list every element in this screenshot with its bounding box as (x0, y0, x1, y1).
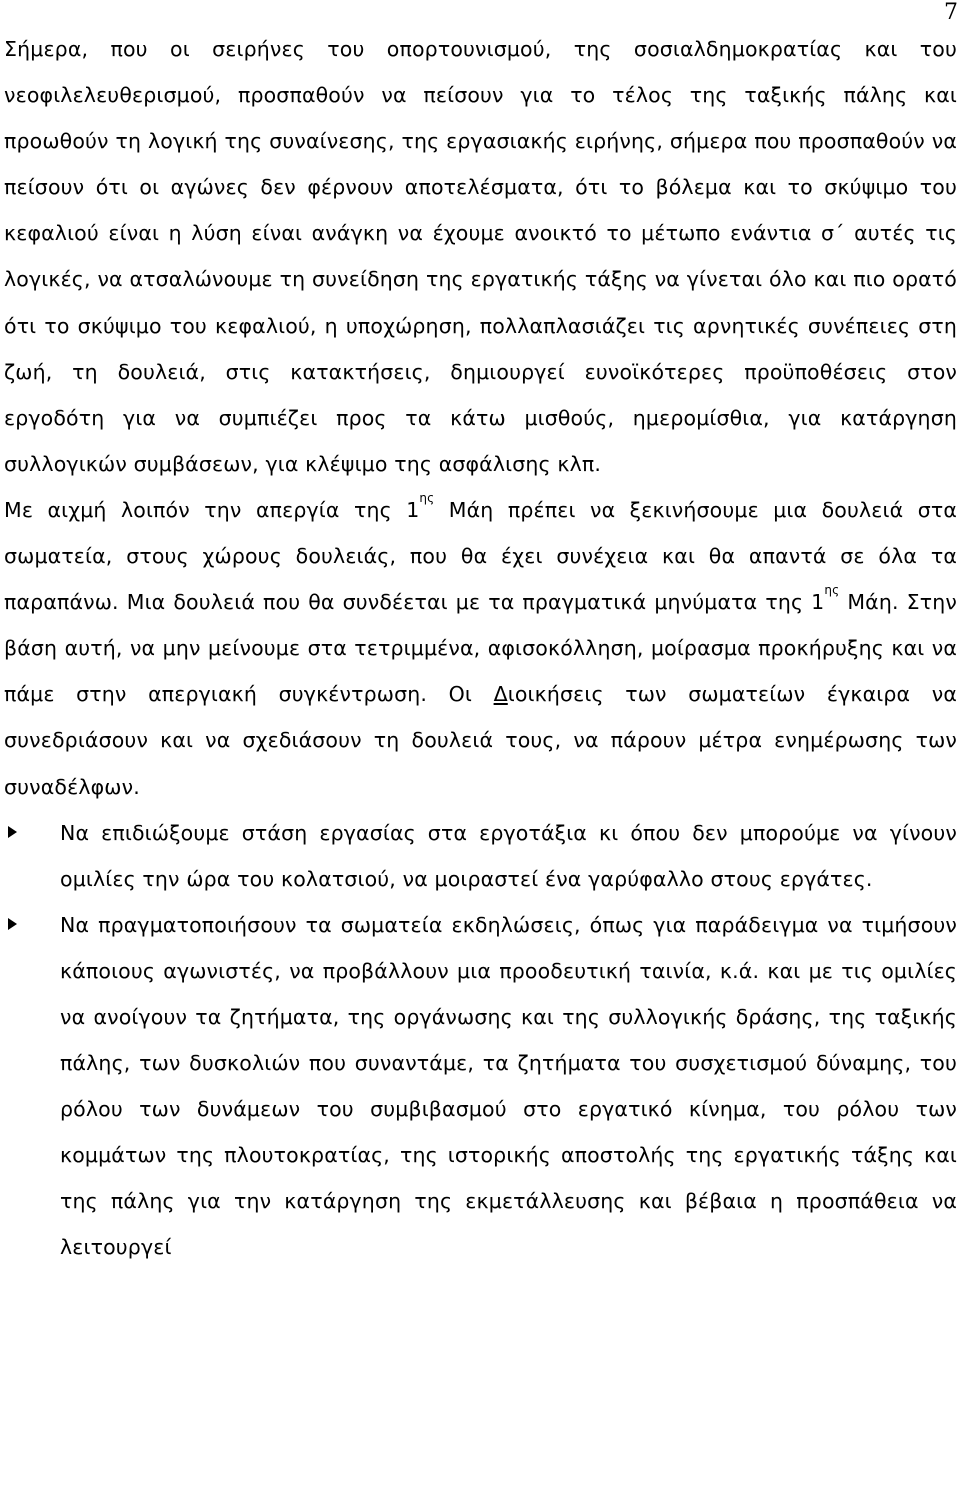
bullet-text: Να πραγματοποιήσουν τα σωματεία εκδηλώσεις, όπως για παράδειγμα να τιμήσουν κάποιους αγωνιστές, να προβάλλουν μια προοδευτική ταινία, κ.ά. και με τις ομιλίες να ανοίγουν τα ζητήματα, της οργάνωσης και της συλλογικής δράσης, της ταξικής πάλης, των δυσκολιών που συναντάμε, τα ζητήματα του συσχετισμού δύναμης, του ρόλου των δυνάμεων του συμβιβασμού στο εργατικό κίνημα, του ρόλου των κομμάτων της πλουτοκρατίας, της ιστορικής αποστολής της εργατικής τάξης και της πάλης για την κατάργηση της εκμετάλλευσης και βέβαια η προσπάθεια να λειτουργεί (60, 912, 957, 1260)
paragraph-text: Μάη πρέπει να ξεκινήσουμε μια δουλειά στα σωματεία, στους χώρους δουλειάς, που θα έχει συνέχεια και θα απαντά σε όλα τα παραπάνω. Μια δουλειά που θα συνδέεται με τα πραγματικά μηνύματα της 1 (4, 497, 957, 615)
document-body (4, 26, 957, 1271)
arrow-bullet-icon (8, 918, 17, 930)
bullet-item (4, 902, 957, 1271)
bullet-text: Να επιδιώξουμε στάση εργασίας στα εργοτάξια κι όπου δεν μπορούμε να γίνουν ομιλίες την ώρα του κολατσιού, να μοιραστεί ένα γαρύφαλλο στους εργάτες. (60, 820, 957, 891)
paragraph-intro: Σήμερα, που οι σειρήνες του οπορτουνισμού, της σοσιαλδημοκρατίας και του νεοφιλελευθερισμού, προσπαθούν να πείσουν για το τέλος της ταξικής πάλης και προωθούν τη λογική της συναίνεσης, της εργασιακής ειρήνης, σήμερα που προσπαθούν να πείσουν ότι οι αγώνες δεν φέρνουν αποτελέσματα, ότι το βόλεμα και το σκύψιμο του κεφαλιού είναι η λύση είναι ανάγκη να έχουμε ανοικτό το μέτωπο ενάντια σ΄ αυτές τις λογικές, να ατσαλώνουμε τη συνείδηση της εργατικής τάξης να γίνεται όλο και πιο ορατό ότι το σκύψιμο του κεφαλιού, η υποχώρηση, πολλαπλασιάζει τις αρνητικές συνέπειες στη ζωή, τη δουλειά, στις κατακτήσεις, δημιουργεί ευνοϊκότερες προϋποθέσεις στον εργοδότη για να συμπιέζει προς τα κάτω μισθούς, ημερομίσθια, για κατάργηση συλλογικών συμβάσεων, για κλέψιμο της ασφάλισης κλπ. (4, 37, 957, 476)
underlined-letter: Δ (493, 682, 508, 707)
ordinal-suffix: ης (824, 583, 840, 598)
paragraph-strike (4, 487, 957, 810)
paragraph-text: Μάη. Στην βάση αυτή, να μην μείνουμε στα τετριμμένα, αφισοκόλληση, μοίρασμα προκήρυξης και να πάμε στην απεργιακή συγκέντρωση. Οι (4, 590, 957, 707)
paragraph-text: Με αιχμή λοιπόν την απεργία της 1 (4, 497, 420, 522)
page-number: 7 (944, 0, 958, 25)
bullet-item (4, 810, 957, 902)
paragraph-text: ιοικήσεις των σωματείων έγκαιρα να συνεδριάσουν και να σχεδιάσουν τη δουλειά τους, να πάρουν μέτρα ενημέρωσης των συναδέλφων. (4, 682, 957, 799)
arrow-bullet-icon (8, 826, 17, 838)
ordinal-suffix: ης (419, 490, 435, 505)
